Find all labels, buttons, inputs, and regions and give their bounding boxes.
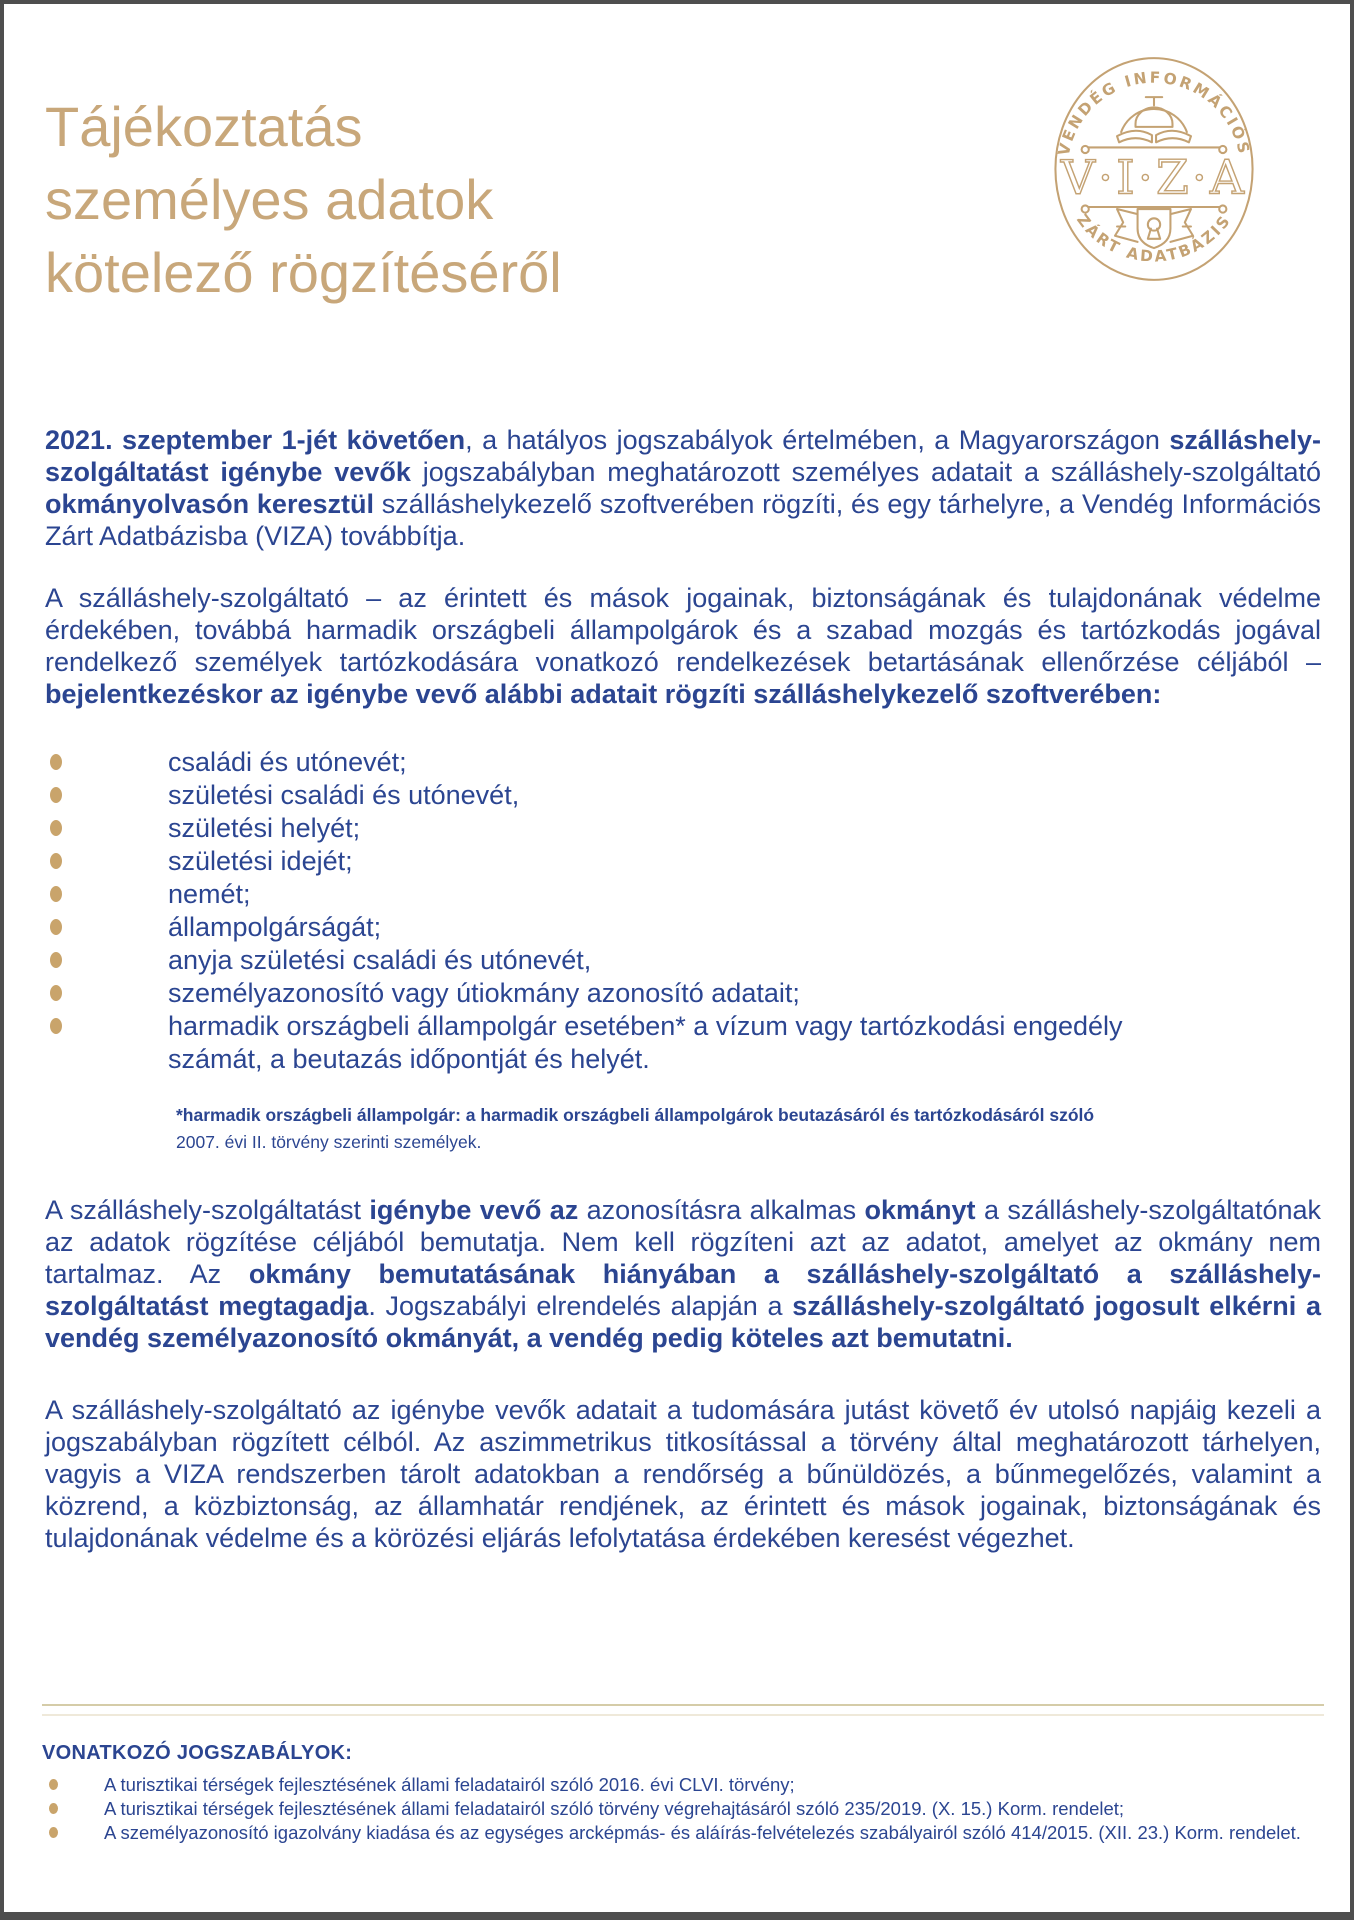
page-title-line-3: kötelező rögzítéséről — [45, 240, 562, 304]
bullet-icon — [50, 754, 62, 770]
laws-list — [42, 1773, 1324, 1845]
list-item: születési családi és utónevét, — [45, 779, 1321, 812]
logo-arc-bottom-text: ZÁRT ADATBÁZIS — [1073, 210, 1235, 266]
viza-monogram: V·I·Z·A — [1060, 150, 1248, 206]
document-body — [45, 424, 1321, 1584]
page-title — [45, 90, 562, 309]
list-item: születési helyét; — [45, 812, 1321, 845]
purpose-paragraph: A szálláshely-szolgáltató – az érintett és mások jogainak, biztonságának és tulajdonának védelme érdekében, továbbá harmadik országbeli állampolgárok és a szabad mozgás és tartózkodás jogával rendelkező személyek tartózkodására vonatkozó rendelkezések betartásának ellenőrzése céljából – bejelentkezéskor az igénybe vevő alábbi adatait rögzíti szálláshelykezelő szoftverében: — [45, 583, 1321, 709]
bullet-icon — [50, 853, 62, 869]
list-item: személyazonosító vagy útiokmány azonosító adatait; — [45, 977, 1321, 1010]
bullet-icon — [50, 886, 62, 902]
laws-heading: VONATKOZÓ JOGSZABÁLYOK: — [42, 1742, 353, 1764]
divider — [42, 1704, 1324, 1716]
viza-logo-svg — [1050, 54, 1258, 284]
logo-arc-top-text: VENDÉG INFORMÁCIÓS — [1054, 68, 1254, 158]
shield-lock-icon — [1115, 209, 1193, 248]
bullet-icon — [49, 1827, 58, 1838]
intro-paragraph: 2021. szeptember 1-jét követően, a hatályos jogszabályok értelmében, a Magyarországon szálláshely-szolgáltatást igénybe vevők jogszabályban meghatározott személyes adatait a szálláshely-szolgáltató okmányolvasón keresztül szálláshelykezelő szoftverében rögzíti, és egy tárhelyre, a Vendég Információs Zárt Adatbázisba (VIZA) továbbítja. — [45, 425, 1321, 551]
bell-book-icon — [1117, 97, 1191, 142]
list-item: családi és utónevét; — [45, 746, 1321, 779]
bullet-icon — [49, 1779, 58, 1790]
guest-data-list — [45, 746, 1321, 1076]
law-item: A turisztikai térségek fejlesztésének állami feladatairól szóló 2016. évi CLVI. törvény; — [42, 1773, 1324, 1797]
bullet-icon — [50, 1018, 62, 1034]
list-item: harmadik országbeli állampolgár esetében* a vízum vagy tartózkodási engedély számát, a beutazás időpontját és helyét. — [45, 1010, 1321, 1076]
bullet-icon — [50, 919, 62, 935]
list-item: állampolgárságát; — [45, 911, 1321, 944]
law-item: A személyazonosító igazolvány kiadása és az egységes arcképmás- és aláírás-felvételezés szabályairól szóló 414/2015. (XII. 23.) Korm. rendelet. — [42, 1821, 1324, 1845]
page-title-line-1: Tájékoztatás — [45, 94, 363, 158]
list-item: születési idejét; — [45, 845, 1321, 878]
laws-section — [42, 1704, 1324, 1845]
bullet-icon — [50, 820, 62, 836]
bullet-icon — [50, 952, 62, 968]
bullet-icon — [50, 787, 62, 803]
page-title-line-2: személyes adatok — [45, 167, 494, 231]
list-item: nemét; — [45, 878, 1321, 911]
viza-logo — [1050, 54, 1258, 284]
bullet-icon — [50, 985, 62, 1001]
law-item: A turisztikai térségek fejlesztésének állami feladatairól szóló törvény végrehajtásáról szóló 235/2019. (X. 15.) Korm. rendelet; — [42, 1797, 1324, 1821]
data-handling-paragraph: A szálláshely-szolgáltató az igénybe vevők adatait a tudomására jutást követő év utolsó napjáig kezeli a jogszabályban rögzített célból. Az aszimmetrikus titkosítással a törvény által meghatározott tárhelyen, vagyis a VIZA rendszerben tárolt adatokban a rendőrség a bűnüldözés, a bűnmegelőzés, valamint a közrend, a közbiztonság, az államhatár rendjének, az érintett és mások jogainak, biztonságának és tulajdonának védelme és a körözési eljárás lefolytatása érdekében keresést végezhet. — [45, 1395, 1321, 1553]
bullet-icon — [49, 1803, 58, 1814]
document-presentation-paragraph: A szálláshely-szolgáltatást igénybe vevő az azonosításra alkalmas okmányt a szálláshely-szolgáltatónak az adatok rögzítése céljából bemutatja. Nem kell rögzíteni azt az adatot, amelyet az okmány nem tartalmaz. Az okmány bemutatásának hiányában a szálláshely-szolgáltató a szálláshely-szolgáltatást megtagadja. Jogszabályi elrendelés alapján a szálláshely-szolgáltató jogosult elkérni a vendég személyazonosító okmányát, a vendég pedig köteles azt bemutatni. — [45, 1195, 1321, 1353]
list-item: anyja születési családi és utónevét, — [45, 944, 1321, 977]
footnote: *harmadik országbeli állampolgár: a harmadik országbeli állampolgárok beutazásáról és tartózkodásáról szóló 2007. évi II. törvény szerinti személyek. — [176, 1105, 1095, 1152]
